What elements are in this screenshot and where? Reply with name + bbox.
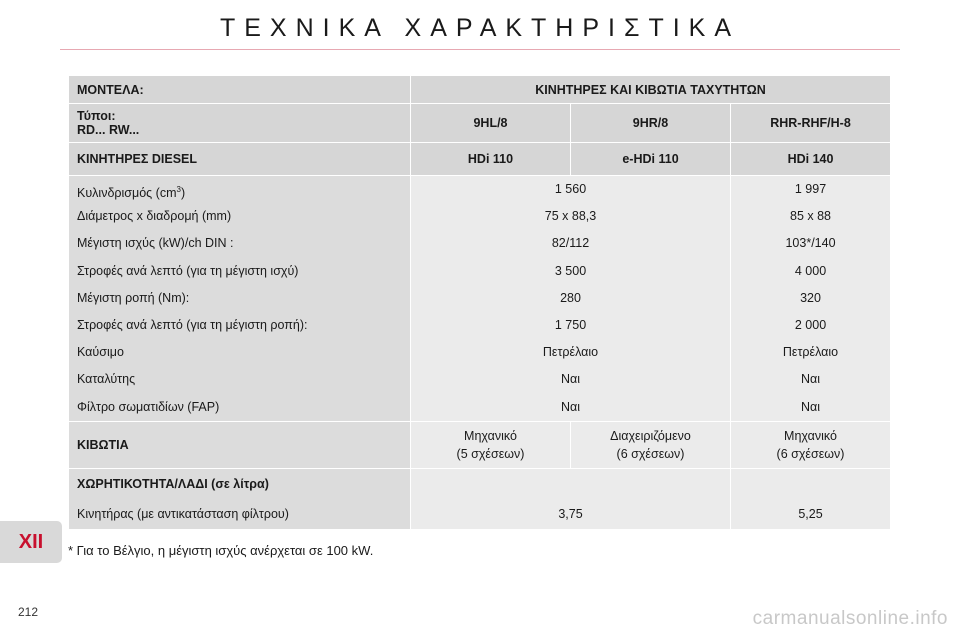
gearbox-col2: Διαχειριζόμενο (6 σχέσεων) — [571, 421, 731, 468]
gearbox-col1: Μηχανικό (5 σχέσεων) — [411, 421, 571, 468]
spec-label-rpm-power: Στροφές ανά λεπτό (για τη μέγιστη ισχύ) — [77, 263, 299, 278]
spec-label-rpm-torque: Στροφές ανά λεπτό (για τη μέγιστη ροπή): — [77, 317, 308, 332]
value-bore-stroke: 75 x 88,3 — [544, 209, 597, 224]
title-divider — [60, 49, 900, 50]
types-label-line2: RD... RW... — [77, 123, 140, 137]
value-particle-filter: Ναι — [560, 399, 581, 414]
value-max-torque: 320 — [800, 290, 821, 305]
value-displacement: 1 997 — [794, 182, 827, 196]
page-title: ΤΕΧΝΙΚΑ ΧΑΡΑΚΤΗΡΙΣΤΙΚΑ — [219, 14, 741, 42]
watermark: carmanualsonline.info — [752, 608, 948, 629]
types-label-line1: Τύποι: — [77, 109, 116, 123]
oil-capacity-label — [69, 468, 411, 529]
spec-label-max-torque: Μέγιστη ροπή (Nm): — [77, 290, 190, 305]
spec-label-bore-stroke: Διάμετρος x διαδρομή (mm) — [77, 209, 232, 224]
table-header-row — [69, 76, 891, 104]
value-max-power: 82/112 — [551, 236, 590, 251]
engines-gearboxes-header: ΚΙΝΗΤΗΡΕΣ ΚΑΙ ΚΙΒΩΤΙΑ ΤΑΧΥΤΗΤΩΝ — [411, 76, 891, 104]
engine-col2: e-HDi 110 — [571, 143, 731, 176]
page-number: 212 — [18, 605, 39, 619]
value-bore-stroke: 85 x 88 — [790, 209, 832, 224]
spec-label-catalyst: Καταλύτης — [77, 372, 136, 387]
value-particle-filter: Ναι — [800, 399, 821, 414]
spec-data-block — [69, 176, 891, 422]
value-fuel: Πετρέλαιο — [542, 345, 599, 360]
gearbox-label: ΚΙΒΩΤΙΑ — [69, 421, 411, 468]
oil-capacity-title: ΧΩΡΗΤΙΚΟΤΗΤΑ/ΛΑΔΙ (σε λίτρα) — [77, 476, 269, 491]
engines-row — [69, 143, 891, 176]
value-fuel: Πετρέλαιο — [782, 345, 839, 360]
type-col3: RHR-RHF/H-8 — [731, 104, 891, 143]
value-catalyst: Ναι — [560, 372, 581, 387]
spec-labels-cell — [69, 176, 411, 422]
engines-label: ΚΙΝΗΤΗΡΕΣ DIESEL — [69, 143, 411, 176]
specifications-table — [68, 75, 891, 530]
value-displacement: 1 560 — [554, 182, 587, 196]
types-row — [69, 104, 891, 143]
gearbox-col3: Μηχανικό (6 σχέσεων) — [731, 421, 891, 468]
value-catalyst: Ναι — [800, 372, 821, 387]
value-rpm-power: 4 000 — [794, 263, 827, 278]
type-col1: 9HL/8 — [411, 104, 571, 143]
value-max-torque: 280 — [560, 290, 581, 305]
oil-capacity-hdi110: 3,75 — [411, 468, 731, 529]
value-max-power: 103*/140 — [785, 236, 836, 251]
engine-col1: HDi 110 — [411, 143, 571, 176]
oil-capacity-hdi140: 5,25 — [731, 468, 891, 529]
models-header: ΜΟΝΤΕΛΑ: — [69, 76, 411, 104]
spec-label-max-power: Μέγιστη ισχύς (kW)/ch DIN : — [77, 236, 234, 251]
chapter-label: XII — [18, 531, 44, 553]
oil-capacity-engine-label: Κινητήρας (με αντικατάσταση φίλτρου) — [77, 506, 289, 521]
value-rpm-torque: 2 000 — [794, 317, 827, 332]
spec-label-particle-filter: Φίλτρο σωματιδίων (FAP) — [77, 399, 220, 414]
spec-label-displacement: Κυλινδρισμός $(cm^3)$ — [77, 185, 186, 201]
value-rpm-power: 3 500 — [554, 263, 587, 278]
spec-label-fuel: Καύσιμο — [77, 345, 124, 360]
spec-values-hdi140 — [731, 176, 891, 422]
spec-values-hdi110 — [411, 176, 731, 422]
types-label — [69, 104, 411, 143]
type-col2: 9HR/8 — [571, 104, 731, 143]
gearbox-row — [69, 421, 891, 468]
value-rpm-torque: 1 750 — [554, 317, 587, 332]
oil-capacity-row — [69, 468, 891, 529]
footnote: * Για το Βέλγιο, η μέγιστη ισχύς ανέρχεται σε 100 kW. — [68, 543, 374, 558]
engine-col3: HDi 140 — [731, 143, 891, 176]
